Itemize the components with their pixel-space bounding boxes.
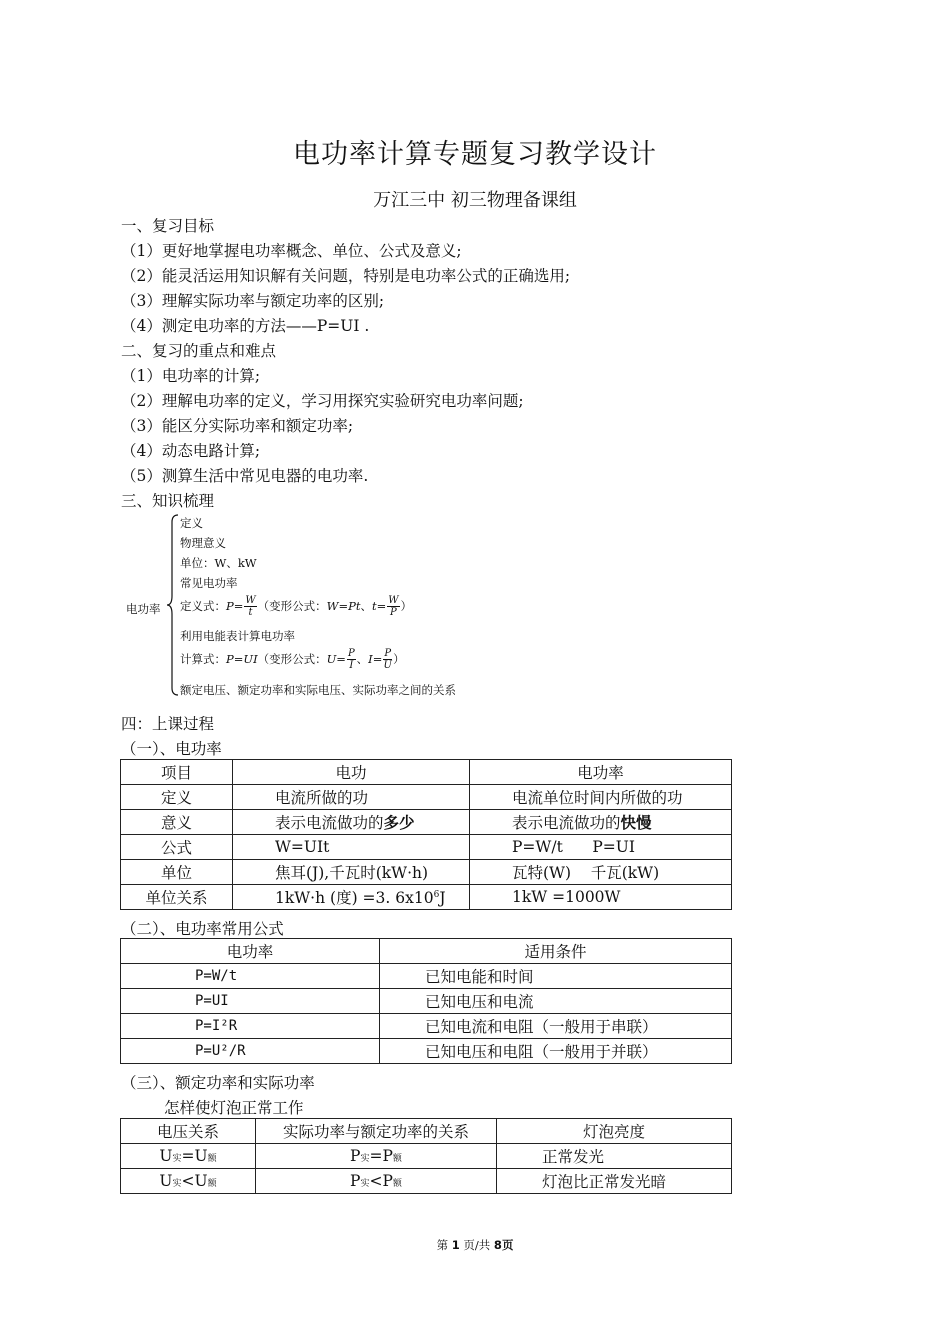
table-row bbox=[121, 860, 732, 885]
power-formula-table bbox=[120, 938, 732, 1064]
footer-text: 页 bbox=[501, 1238, 514, 1252]
section-heading: 一、复习目标 bbox=[121, 217, 215, 235]
list-item: （2）理解电功率的定义，学习用探究实验研究电功率问题; bbox=[121, 392, 524, 410]
fraction bbox=[244, 596, 256, 618]
table-row bbox=[121, 835, 732, 860]
mindmap-branch-calc-formula bbox=[180, 649, 405, 671]
list-item: （3）理解实际功率与额定功率的区别; bbox=[121, 292, 385, 310]
header-cell: 电功 bbox=[233, 760, 470, 785]
page-subtitle: 万江三中 初三物理备课组 bbox=[373, 190, 577, 211]
page-total: 8 bbox=[493, 1238, 502, 1252]
formula-sep: 、 bbox=[360, 599, 372, 613]
fraction-numerator: P bbox=[384, 648, 392, 659]
cell-text: <P bbox=[369, 1172, 393, 1190]
fraction-numerator: W bbox=[245, 595, 256, 606]
list-item: （5）测算生活中常见电器的电功率. bbox=[121, 467, 369, 485]
superscript: 6 bbox=[433, 889, 440, 900]
formula: P=UI bbox=[226, 652, 258, 666]
formula: U= bbox=[326, 652, 346, 666]
table-cell: P=I²R bbox=[121, 1014, 380, 1039]
table-cell: 瓦特(W) 千瓦(kW) bbox=[470, 860, 732, 885]
header-cell: 电功率 bbox=[470, 760, 732, 785]
table-header-row bbox=[121, 939, 732, 964]
section-heading: 三、知识梳理 bbox=[121, 492, 215, 510]
fraction-numerator: P bbox=[347, 648, 355, 659]
list-item: （1）更好地掌握电功率概念、单位、公式及意义; bbox=[121, 242, 462, 260]
mindmap-branch: 物理意义 bbox=[180, 536, 226, 550]
list-item: （4）动态电路计算; bbox=[121, 442, 261, 460]
table-row bbox=[121, 885, 732, 910]
fraction-numerator: W bbox=[388, 595, 399, 606]
fraction bbox=[383, 649, 392, 671]
subscript: 实 bbox=[360, 1154, 370, 1164]
mindmap-branch: 常见电功率 bbox=[180, 576, 238, 590]
table-row bbox=[121, 785, 732, 810]
branch-label: ） bbox=[400, 599, 413, 613]
subscript: 额 bbox=[207, 1179, 217, 1189]
table-cell: 意义 bbox=[121, 810, 233, 835]
list-item: （2）能灵活运用知识解有关问题，特别是电功率公式的正确选用; bbox=[121, 267, 571, 285]
section-heading: 二、复习的重点和难点 bbox=[121, 342, 277, 360]
header-cell: 适用条件 bbox=[380, 939, 732, 964]
power-comparison-table bbox=[120, 759, 732, 910]
table-cell bbox=[256, 1144, 497, 1169]
cell-text: J bbox=[439, 889, 446, 907]
table-row bbox=[121, 1039, 732, 1064]
cell-text: P bbox=[350, 1172, 361, 1190]
table-cell bbox=[233, 810, 470, 835]
branch-label: （变形公式： bbox=[257, 652, 327, 666]
table-cell: P=U²/R bbox=[121, 1039, 380, 1064]
brace-icon bbox=[166, 514, 180, 696]
header-cell: 实际功率与额定功率的关系 bbox=[256, 1119, 497, 1144]
fraction-denominator: t bbox=[248, 607, 253, 618]
subsection-subheading: 怎样使灯泡正常工作 bbox=[164, 1099, 304, 1117]
cell-text: 1kW·h (度) =3. 6x10 bbox=[275, 889, 434, 907]
table-cell: 单位关系 bbox=[121, 885, 233, 910]
fraction-denominator: I bbox=[349, 660, 354, 671]
mindmap-branch: 额定电压、额定功率和实际电压、实际功率之间的关系 bbox=[180, 683, 456, 697]
table-cell: 已知电流和电阻（一般用于串联） bbox=[380, 1014, 732, 1039]
table-cell: P=W/t bbox=[121, 964, 380, 989]
table-cell: 定义 bbox=[121, 785, 233, 810]
table-cell: 灯泡比正常发光暗 bbox=[497, 1169, 732, 1194]
header-cell: 电压关系 bbox=[121, 1119, 256, 1144]
formula: t= bbox=[372, 599, 387, 613]
table-row bbox=[121, 1144, 732, 1169]
cell-text: 表示电流做功的 bbox=[512, 814, 621, 832]
header-cell: 项目 bbox=[121, 760, 233, 785]
table-header-row bbox=[121, 1119, 732, 1144]
fraction bbox=[387, 596, 399, 618]
mindmap-branch-definition-formula bbox=[180, 596, 412, 618]
formula-op: = bbox=[233, 599, 244, 613]
branch-label: 计算式： bbox=[180, 652, 226, 666]
formula-var: P bbox=[226, 599, 234, 613]
cell-text: U bbox=[159, 1147, 173, 1165]
cell-text: 表示电流做功的 bbox=[275, 814, 384, 832]
table-cell bbox=[256, 1169, 497, 1194]
list-item: （1）电功率的计算; bbox=[121, 367, 261, 385]
mindmap-branch: 利用电能表计算电功率 bbox=[180, 629, 295, 643]
table-cell: 电流所做的功 bbox=[233, 785, 470, 810]
cell-text: =P bbox=[369, 1147, 393, 1165]
subscript: 额 bbox=[392, 1179, 402, 1189]
table-cell: W=UIt bbox=[233, 835, 470, 860]
table-cell: 已知电压和电流 bbox=[380, 989, 732, 1014]
branch-label: （变形公式： bbox=[257, 599, 327, 613]
table-cell: P=UI bbox=[121, 989, 380, 1014]
table-cell: 公式 bbox=[121, 835, 233, 860]
page-title: 电功率计算专题复习教学设计 bbox=[293, 139, 657, 170]
table-cell: 已知电压和电阻（一般用于并联） bbox=[380, 1039, 732, 1064]
rated-power-table bbox=[120, 1118, 732, 1194]
page-footer bbox=[0, 1237, 950, 1253]
subscript: 实 bbox=[360, 1179, 370, 1189]
formula: W=Pt bbox=[326, 599, 361, 613]
table-cell bbox=[470, 810, 732, 835]
section-heading: 四：上课过程 bbox=[121, 715, 215, 733]
subscript: 额 bbox=[207, 1154, 217, 1164]
table-cell bbox=[121, 1169, 256, 1194]
branch-label: ） bbox=[393, 652, 405, 666]
table-cell: 正常发光 bbox=[497, 1144, 732, 1169]
branch-label: 定义式： bbox=[180, 599, 226, 613]
table-cell: 焦耳(J),千瓦时(kW·h) bbox=[233, 860, 470, 885]
mindmap-branch: 定义 bbox=[180, 516, 203, 530]
fraction-denominator: U bbox=[383, 660, 392, 671]
list-item: （4）测定电功率的方法——P=UI . bbox=[121, 317, 370, 335]
table-row bbox=[121, 1014, 732, 1039]
table-cell: 单位 bbox=[121, 860, 233, 885]
cell-emphasis: 快慢 bbox=[620, 814, 652, 832]
table-header-row bbox=[121, 760, 732, 785]
subscript: 实 bbox=[172, 1179, 182, 1189]
cell-text: P bbox=[350, 1147, 361, 1165]
cell-text: U bbox=[159, 1172, 173, 1190]
cell-text: =U bbox=[181, 1147, 208, 1165]
table-cell: 电流单位时间内所做的功 bbox=[470, 785, 732, 810]
formula: I= bbox=[368, 652, 383, 666]
mindmap-root: 电功率 bbox=[126, 602, 161, 616]
formula-sep: 、 bbox=[356, 652, 369, 666]
subsection-heading: （三）、额定功率和实际功率 bbox=[121, 1074, 315, 1092]
table-row bbox=[121, 989, 732, 1014]
table-cell: P=W/t P=UI bbox=[470, 835, 732, 860]
table-cell bbox=[121, 1144, 256, 1169]
cell-text: <U bbox=[181, 1172, 208, 1190]
header-cell: 灯泡亮度 bbox=[497, 1119, 732, 1144]
table-cell bbox=[233, 885, 470, 910]
subscript: 实 bbox=[172, 1154, 182, 1164]
header-cell: 电功率 bbox=[121, 939, 380, 964]
page-number: 1 bbox=[451, 1238, 460, 1252]
table-row bbox=[121, 810, 732, 835]
footer-text: 页/共 bbox=[459, 1238, 494, 1252]
subscript: 额 bbox=[392, 1154, 402, 1164]
fraction-denominator: P bbox=[390, 607, 397, 618]
table-cell: 1kW =1000W bbox=[470, 885, 732, 910]
table-row bbox=[121, 964, 732, 989]
subsection-heading: （一）、电功率 bbox=[121, 740, 222, 758]
cell-emphasis: 多少 bbox=[383, 814, 415, 832]
fraction bbox=[347, 649, 356, 671]
subsection-heading: （二）、电功率常用公式 bbox=[121, 920, 284, 938]
footer-text: 第 bbox=[436, 1238, 452, 1252]
table-row bbox=[121, 1169, 732, 1194]
table-cell: 已知电能和时间 bbox=[380, 964, 732, 989]
list-item: （3）能区分实际功率和额定功率; bbox=[121, 417, 354, 435]
mindmap-branch: 单位：W、kW bbox=[180, 556, 257, 570]
